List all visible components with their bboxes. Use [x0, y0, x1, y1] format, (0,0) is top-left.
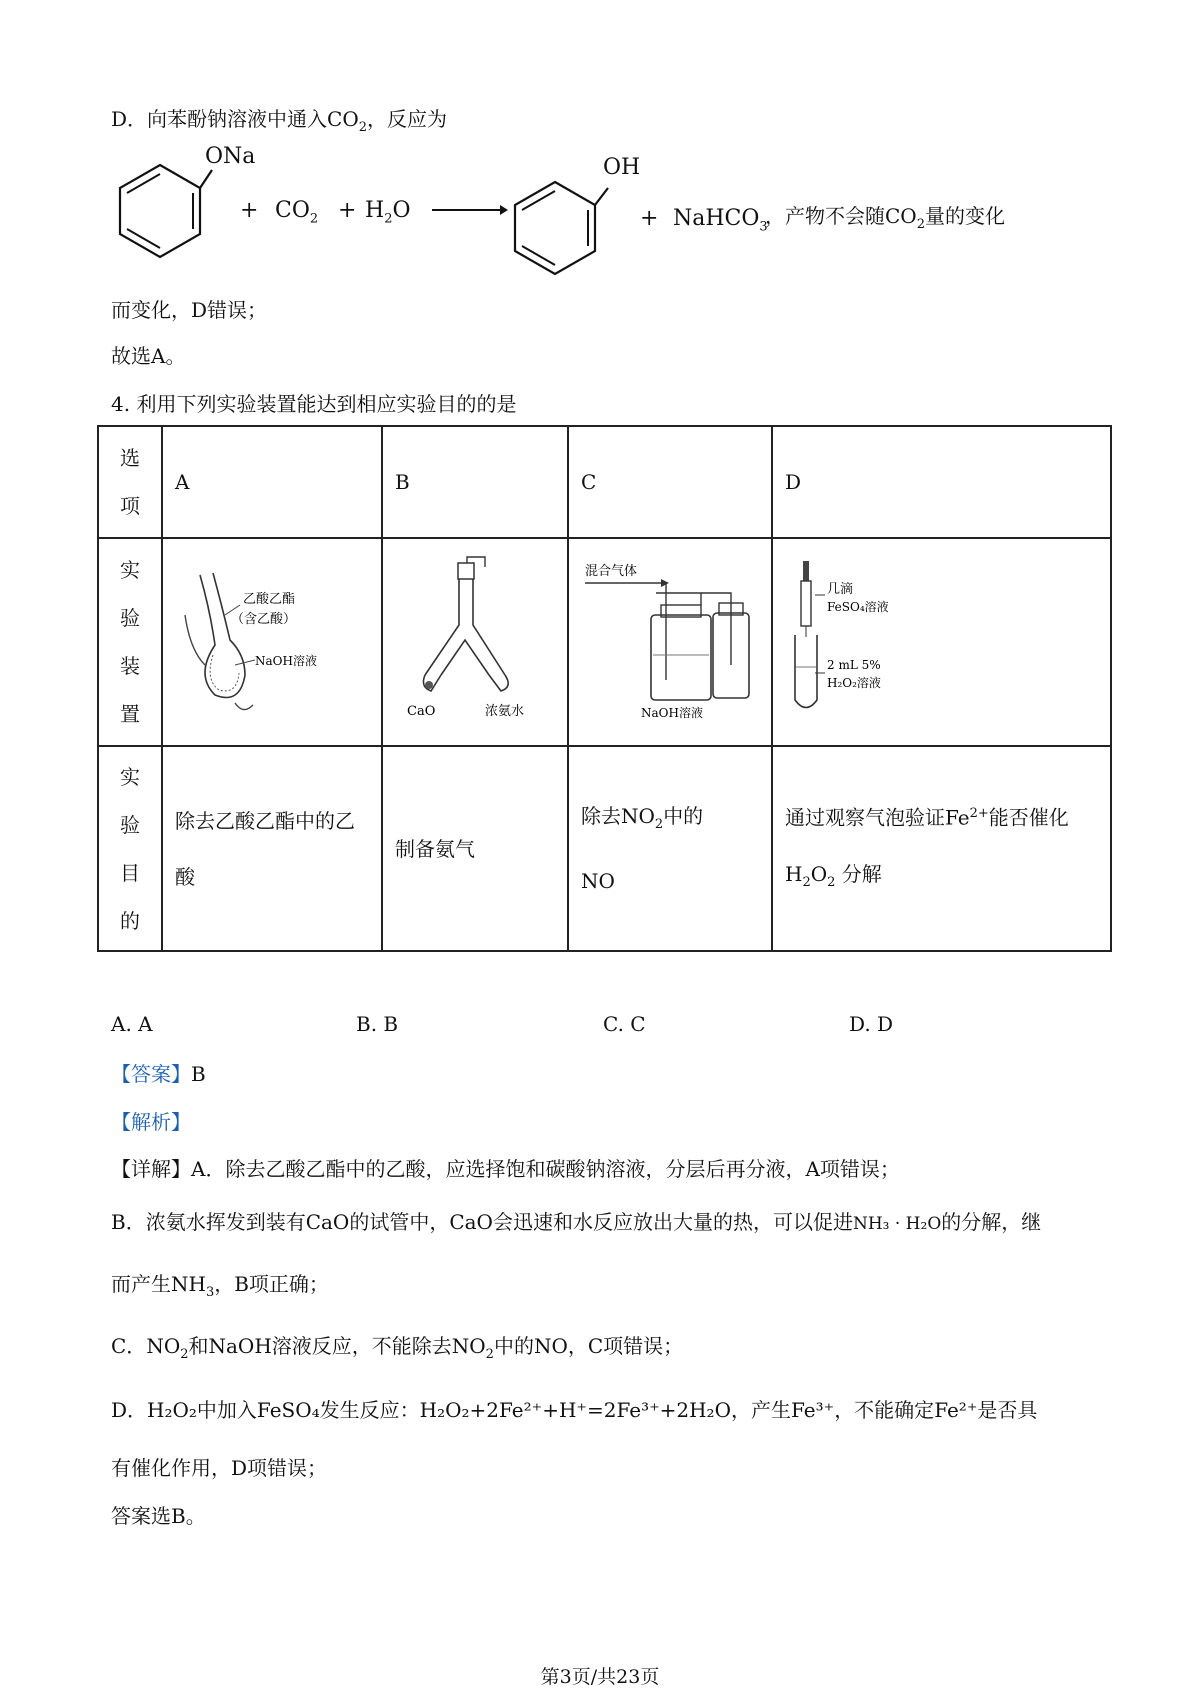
detail-a: 【详解】A．除去乙酸乙酯中的乙酸，应选择饱和碳酸钠溶液，分层后再分液，A项错误； — [111, 1157, 900, 1181]
table-row — [98, 426, 1111, 538]
svg-text:乙酸乙酯: 乙酸乙酯 — [243, 591, 296, 607]
option-d-header: D — [772, 426, 1111, 538]
onа-group: ONa — [205, 144, 256, 169]
option-a-header: A — [162, 426, 382, 538]
apparatus-d — [772, 538, 1111, 746]
svg-text:混合气体: 混合气体 — [585, 563, 638, 579]
gas-washing-bottles-figure — [581, 555, 756, 725]
detail-d-2: 有催化作用，D项错误； — [111, 1456, 328, 1480]
table-row — [98, 538, 1111, 746]
nahco3-product: NaHCO$_3$ — [673, 206, 768, 235]
answer-a: 故选A。 — [111, 344, 186, 368]
experiment-table — [97, 425, 1112, 952]
choice-c: C. C — [603, 1012, 646, 1036]
purpose-a: 除去乙酸乙酯中的乙 酸 — [162, 746, 382, 951]
header-purpose: 实 验 目 的 — [98, 746, 162, 951]
detail-b-2: 而产生$NH_3$，B项正确； — [111, 1272, 329, 1300]
svg-text:2 mL 5%: 2 mL 5% — [827, 657, 881, 672]
apparatus-a — [162, 538, 382, 746]
page-footer: 第3页/共23页 — [540, 1666, 660, 1688]
separatory-funnel-figure — [175, 555, 365, 725]
detail-c: C．$NO_2$和NaOH溶液反应，不能除去$NO_2$中的NO，C项错误； — [111, 1334, 684, 1362]
analysis-tag: 【解析】 — [111, 1110, 191, 1134]
final-answer: 答案选B。 — [111, 1504, 206, 1528]
option-c-header: C — [568, 426, 772, 538]
oh-group: OH — [603, 155, 641, 180]
detail-d-1: D．H₂O₂中加入FeSO₄发生反应：H₂O₂+2Fe²⁺+H⁺=2Fe³⁺+2H₂O，产生Fe³⁺，不能确定Fe²⁺是否具 — [111, 1398, 1038, 1422]
svg-text:CaO: CaO — [407, 703, 436, 719]
d-conclusion: 而变化，D错误； — [111, 298, 268, 322]
phenoxide-reaction: ONa + $CO_2$ + $H_2O$ OH + NaHCO$_3$ ，产物不会随$CO_2$量的变化 — [105, 150, 1105, 290]
svg-text:NaOH溶液: NaOH溶液 — [255, 653, 317, 668]
y-tube-figure — [395, 555, 545, 725]
h2o-reactant: $H_2O$ — [365, 198, 411, 227]
co2-reactant: $CO_2$ — [275, 198, 319, 227]
header-apparatus: 实 验 装 置 — [98, 538, 162, 746]
svg-text:FeSO₄溶液: FeSO₄溶液 — [827, 599, 889, 614]
choice-b: B. B — [356, 1012, 399, 1036]
svg-text:H₂O₂溶液: H₂O₂溶液 — [827, 675, 881, 690]
header-options: 选 项 — [98, 426, 162, 538]
choice-d: D. D — [849, 1012, 894, 1036]
question-4-stem: 4. 利用下列实验装置能达到相应实验目的的是 — [111, 392, 517, 416]
purpose-b: 制备氨气 — [382, 746, 568, 951]
svg-text:几滴: 几滴 — [827, 581, 854, 597]
apparatus-c — [568, 538, 772, 746]
purpose-c: 除去$NO_2$中的 NO — [568, 746, 772, 951]
answer-line: 【答案】B — [111, 1062, 206, 1086]
d-intro: D．向苯酚钠溶液中通入$CO_2$，反应为 — [111, 107, 448, 135]
reaction-note: ，产物不会随$CO_2$量的变化 — [765, 204, 1005, 232]
svg-text:浓氨水: 浓氨水 — [485, 703, 525, 719]
svg-text:NaOH溶液: NaOH溶液 — [641, 705, 703, 720]
detail-b-1: B．浓氨水挥发到装有CaO的试管中，CaO会迅速和水反应放出大量的热，可以促进NH₃ · H₂O的分解，继 — [111, 1210, 1042, 1234]
table-row — [98, 746, 1111, 951]
purpose-d: 通过观察气泡验证$Fe^{2+}$能否催化 $H_2O_2$ 分解 — [772, 746, 1111, 951]
choice-a: A. A — [111, 1012, 153, 1036]
apparatus-b — [382, 538, 568, 746]
svg-text:（含乙酸）: （含乙酸） — [231, 611, 297, 627]
reaction-arrow — [430, 200, 510, 220]
test-tube-dropper-figure — [785, 555, 985, 725]
option-b-header: B — [382, 426, 568, 538]
